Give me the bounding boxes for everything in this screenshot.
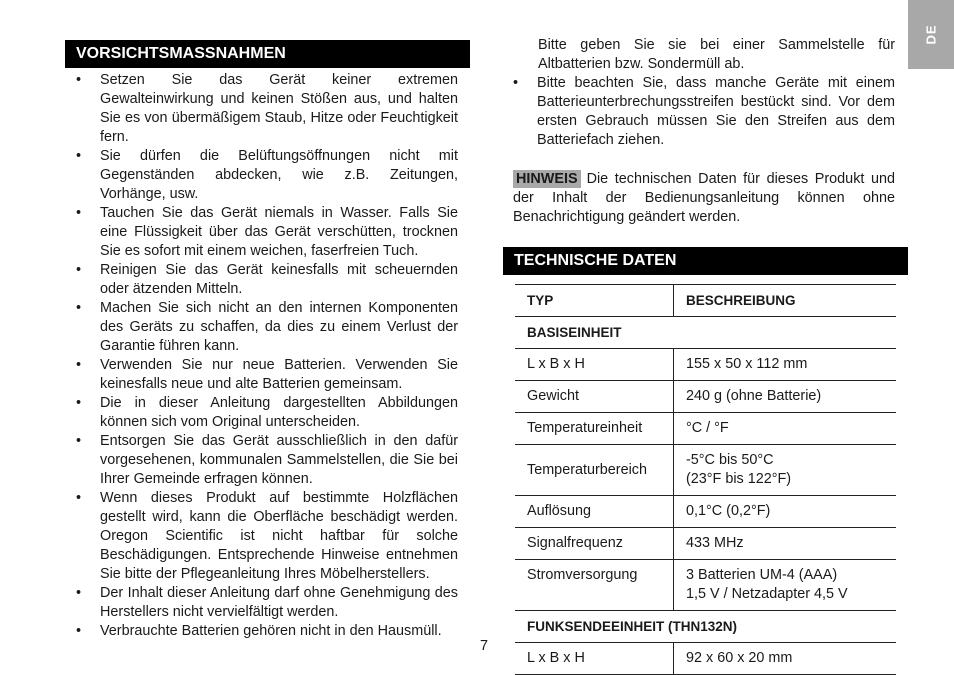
list-item-text: Verwenden Sie nur neue Batterien. Verwenden Sie keinesfalls neue und alte Batterien gemeinsam. (100, 357, 458, 392)
table-group-row (515, 317, 896, 349)
list-item-continuation (513, 36, 895, 74)
bullet-dot: • (76, 300, 82, 316)
table-cell-value: °C / °F (674, 413, 897, 445)
list-item-text: Der Inhalt dieser Anleitung darf ohne Genehmigung des Herstellers nicht vervielfältigt werden. (100, 585, 458, 620)
table-cell-label: Auflösung (515, 496, 674, 528)
table-cell-label: Signalfrequenz (515, 528, 674, 560)
list-item (76, 147, 458, 204)
language-tab-label: DE (923, 24, 939, 45)
table-header-beschreibung: BESCHREIBUNG (674, 285, 897, 317)
table-cell-label: Temperaturbereich (515, 445, 674, 496)
table-cell-value-line: (23°F bis 122°F) (686, 471, 792, 487)
list-item-text: Bitte geben Sie sie bei einer Sammelstelle für Altbatterien bzw. Sondermüll ab. (538, 37, 895, 72)
list-item (76, 432, 458, 489)
bullet-dot: • (76, 148, 82, 164)
bullet-dot: • (76, 357, 82, 373)
table-group-row (515, 611, 896, 643)
table-cell-value: 240 g (ohne Batterie) (674, 381, 897, 413)
table-row (515, 413, 896, 445)
table-cell-value (674, 445, 897, 496)
table-row (515, 560, 896, 611)
list-item-text: Bitte beachten Sie, dass manche Geräte mit einem Batterieunterbrechungsstreifen bestückt sind. Vor dem ersten Gebrauch müssen Sie den Streifen aus dem Batteriefach ziehen. (537, 75, 895, 148)
list-item (76, 204, 458, 261)
table-row (515, 445, 896, 496)
bullet-dot: • (76, 262, 82, 278)
table-cell-value: 433 MHz (674, 528, 897, 560)
precautions-list (76, 71, 458, 641)
table-cell-value-line: 3 Batterien UM-4 (AAA) (686, 567, 838, 583)
list-item (513, 74, 895, 150)
list-item-text: Sie dürfen die Belüftungsöffnungen nicht mit Gegenständen abdecken, wie z.B. Zeitungen, Vorhänge, usw. (100, 148, 458, 202)
table-cell-value: 155 x 50 x 112 mm (674, 349, 897, 381)
note-text: Die technischen Daten für dieses Produkt und der Inhalt der Bedienungsanleitung können ohne Benachrichtigung geändert werden. (513, 171, 895, 225)
bullet-dot: • (76, 490, 82, 506)
table-group-label: FUNKSENDEEINHEIT (THN132N) (515, 611, 896, 643)
table-header-row (515, 285, 896, 317)
list-item (76, 261, 458, 299)
bullet-dot: • (76, 205, 82, 221)
list-item-text: Machen Sie sich nicht an den internen Komponenten des Geräts zu schaffen, da dies zu einem Verlust der Garantie führen kann. (100, 300, 458, 354)
table-header-typ: TYP (515, 285, 674, 317)
list-item (76, 394, 458, 432)
table-row (515, 496, 896, 528)
list-item (76, 584, 458, 622)
list-item-text: Tauchen Sie das Gerät niemals in Wasser. Falls Sie eine Flüssigkeit über das Gerät verschütten, trocknen Sie es sofort mit einem weichen, faserfreien Tuch. (100, 205, 458, 259)
section-heading-precautions: VORSICHTSMASSNAHMEN (65, 40, 470, 68)
table-cell-label: L x B x H (515, 349, 674, 381)
bullet-dot: • (76, 72, 82, 88)
table-row (515, 528, 896, 560)
bullet-dot: • (76, 433, 82, 449)
bullet-dot: • (76, 395, 82, 411)
table-cell-value-line: -5°C bis 50°C (686, 452, 774, 468)
bullet-dot: • (513, 75, 519, 91)
list-item (76, 299, 458, 356)
table-cell-value: 0,1°C (0,2°F) (674, 496, 897, 528)
table-cell-value: 92 x 60 x 20 mm (674, 643, 897, 675)
table-cell-value (674, 560, 897, 611)
table-cell-label: Temperatureinheit (515, 413, 674, 445)
spec-table (515, 284, 896, 675)
table-row (515, 349, 896, 381)
precautions-list-continued (513, 36, 895, 150)
table-cell-label: Stromversorgung (515, 560, 674, 611)
list-item-text: Reinigen Sie das Gerät keinesfalls mit scheuernden oder ätzenden Mitteln. (100, 262, 458, 297)
table-row (515, 381, 896, 413)
table-cell-value-line: 1,5 V / Netzadapter 4,5 V (686, 586, 848, 602)
page-number: 7 (480, 638, 489, 654)
table-cell-label: L x B x H (515, 643, 674, 675)
section-heading-technical-data: TECHNISCHE DATEN (503, 247, 908, 275)
list-item (76, 71, 458, 147)
list-item-text: Die in dieser Anleitung dargestellten Abbildungen können sich vom Original unterscheiden. (100, 395, 458, 430)
bullet-dot: • (76, 585, 82, 601)
language-tab (908, 0, 954, 69)
table-row (515, 643, 896, 675)
list-item (76, 622, 458, 641)
bullet-dot: • (76, 623, 82, 639)
list-item-text: Entsorgen Sie das Gerät ausschließlich in den dafür vorgesehenen, kommunalen Sammelstellen, die Sie bei Ihrer Gemeinde erfragen können. (100, 433, 458, 487)
table-cell-label: Gewicht (515, 381, 674, 413)
list-item-text: Setzen Sie das Gerät keiner extremen Gewalteinwirkung und keinen Stößen aus, und halten Sie es von übermäßigem Staub, Hitze oder Feuchtigkeit fern. (100, 72, 458, 145)
list-item-text: Wenn dieses Produkt auf bestimmte Holzflächen gestellt wird, kann die Oberfläche beschädigt werden. Oregon Scientific ist nicht haftbar für solche Beschädigungen. Entsprechende Hinweise entnehmen Sie bitte der Pflegeanleitung Ihres Möbelherstellers. (100, 490, 458, 582)
table-group-label: BASISEINHEIT (515, 317, 896, 349)
list-item-text: Verbrauchte Batterien gehören nicht in den Hausmüll. (100, 623, 442, 639)
list-item (76, 489, 458, 584)
list-item (76, 356, 458, 394)
note-label: HINWEIS (513, 170, 581, 188)
note-paragraph (513, 170, 895, 227)
